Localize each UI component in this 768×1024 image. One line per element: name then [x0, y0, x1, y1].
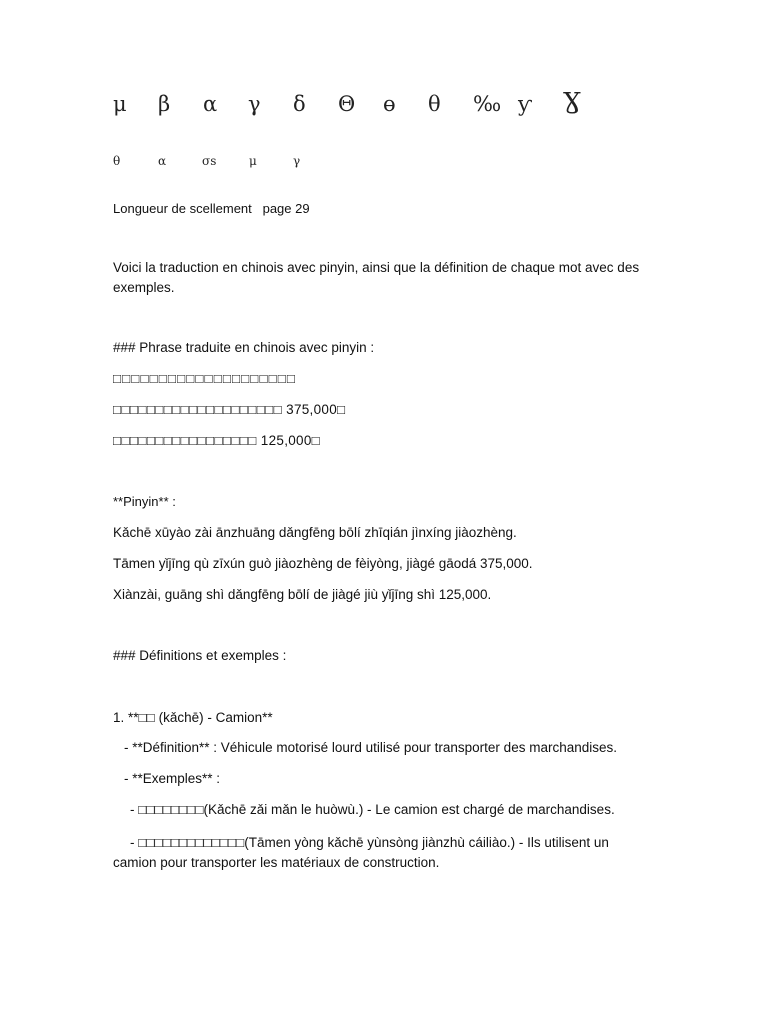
- intro-paragraph: Voici la traduction en chinois avec pinyin, ainsi que la définition de chaque mot avec des exemples.: [113, 260, 640, 295]
- definition-text: - **Définition** : Véhicule motorisé lourd utilisé pour transporter des marchandises.: [124, 740, 617, 755]
- symbol: σs: [202, 154, 217, 168]
- section-title-translation: ### Phrase traduite en chinois avec pinyin :: [113, 340, 375, 355]
- symbol: θ: [428, 92, 441, 116]
- symbol: γ: [248, 92, 261, 116]
- pinyin-line: Kǎchē xūyào zài ānzhuāng dǎngfēng bōlí zhīqián jìnxíng jiàozhèng.: [113, 525, 517, 540]
- symbol: Θ: [338, 92, 356, 116]
- symbol: δ: [293, 92, 306, 116]
- pinyin-line: Xiànzài, guāng shì dǎngfēng bōlí de jiàgé jiù yǐjīng shì 125,000.: [113, 587, 492, 602]
- chinese-line: □□□□□□□□□□□□□□□□□□□□: [113, 371, 297, 386]
- symbol: θ: [113, 154, 121, 168]
- example-line: - □□□□□□□□□□□□□(Tāmen yòng kǎchē yùnsòng jiànzhù cáiliào.) - Ils utilisent un camion pour transporter les matériaux de construction.: [113, 835, 609, 870]
- symbol: ‰: [473, 92, 502, 116]
- section-title-definitions: ### Définitions et exemples :: [113, 648, 287, 663]
- pinyin-title: **Pinyin** :: [113, 494, 176, 509]
- symbol: ƴ: [518, 92, 532, 116]
- page-heading: Longueur de scellement page 29: [113, 201, 310, 216]
- symbol: β: [158, 92, 171, 116]
- symbol: γ: [293, 154, 301, 168]
- definition-item-title: 1. **□□ (kǎchē) - Camion**: [113, 710, 273, 725]
- symbol: α: [158, 154, 167, 168]
- pinyin-line: Tāmen yǐjīng qù zīxún guò jiàozhèng de fèiyòng, jiàgé gāodá 375,000.: [113, 556, 533, 571]
- symbol: μ: [113, 92, 127, 116]
- example-line: - □□□□□□□□(Kǎchē zǎi mǎn le huòwù.) - Le camion est chargé de marchandises.: [130, 802, 615, 817]
- symbol: α: [203, 92, 218, 116]
- symbol: μ: [249, 154, 257, 168]
- examples-label: - **Exemples** :: [124, 771, 221, 786]
- symbol: Ɣ: [563, 88, 582, 118]
- chinese-line: □□□□□□□□□□□□□□□□□ 125,000□: [113, 433, 321, 448]
- chinese-line: □□□□□□□□□□□□□□□□□□□□ 375,000□: [113, 402, 346, 417]
- symbol: ɵ: [383, 92, 396, 116]
